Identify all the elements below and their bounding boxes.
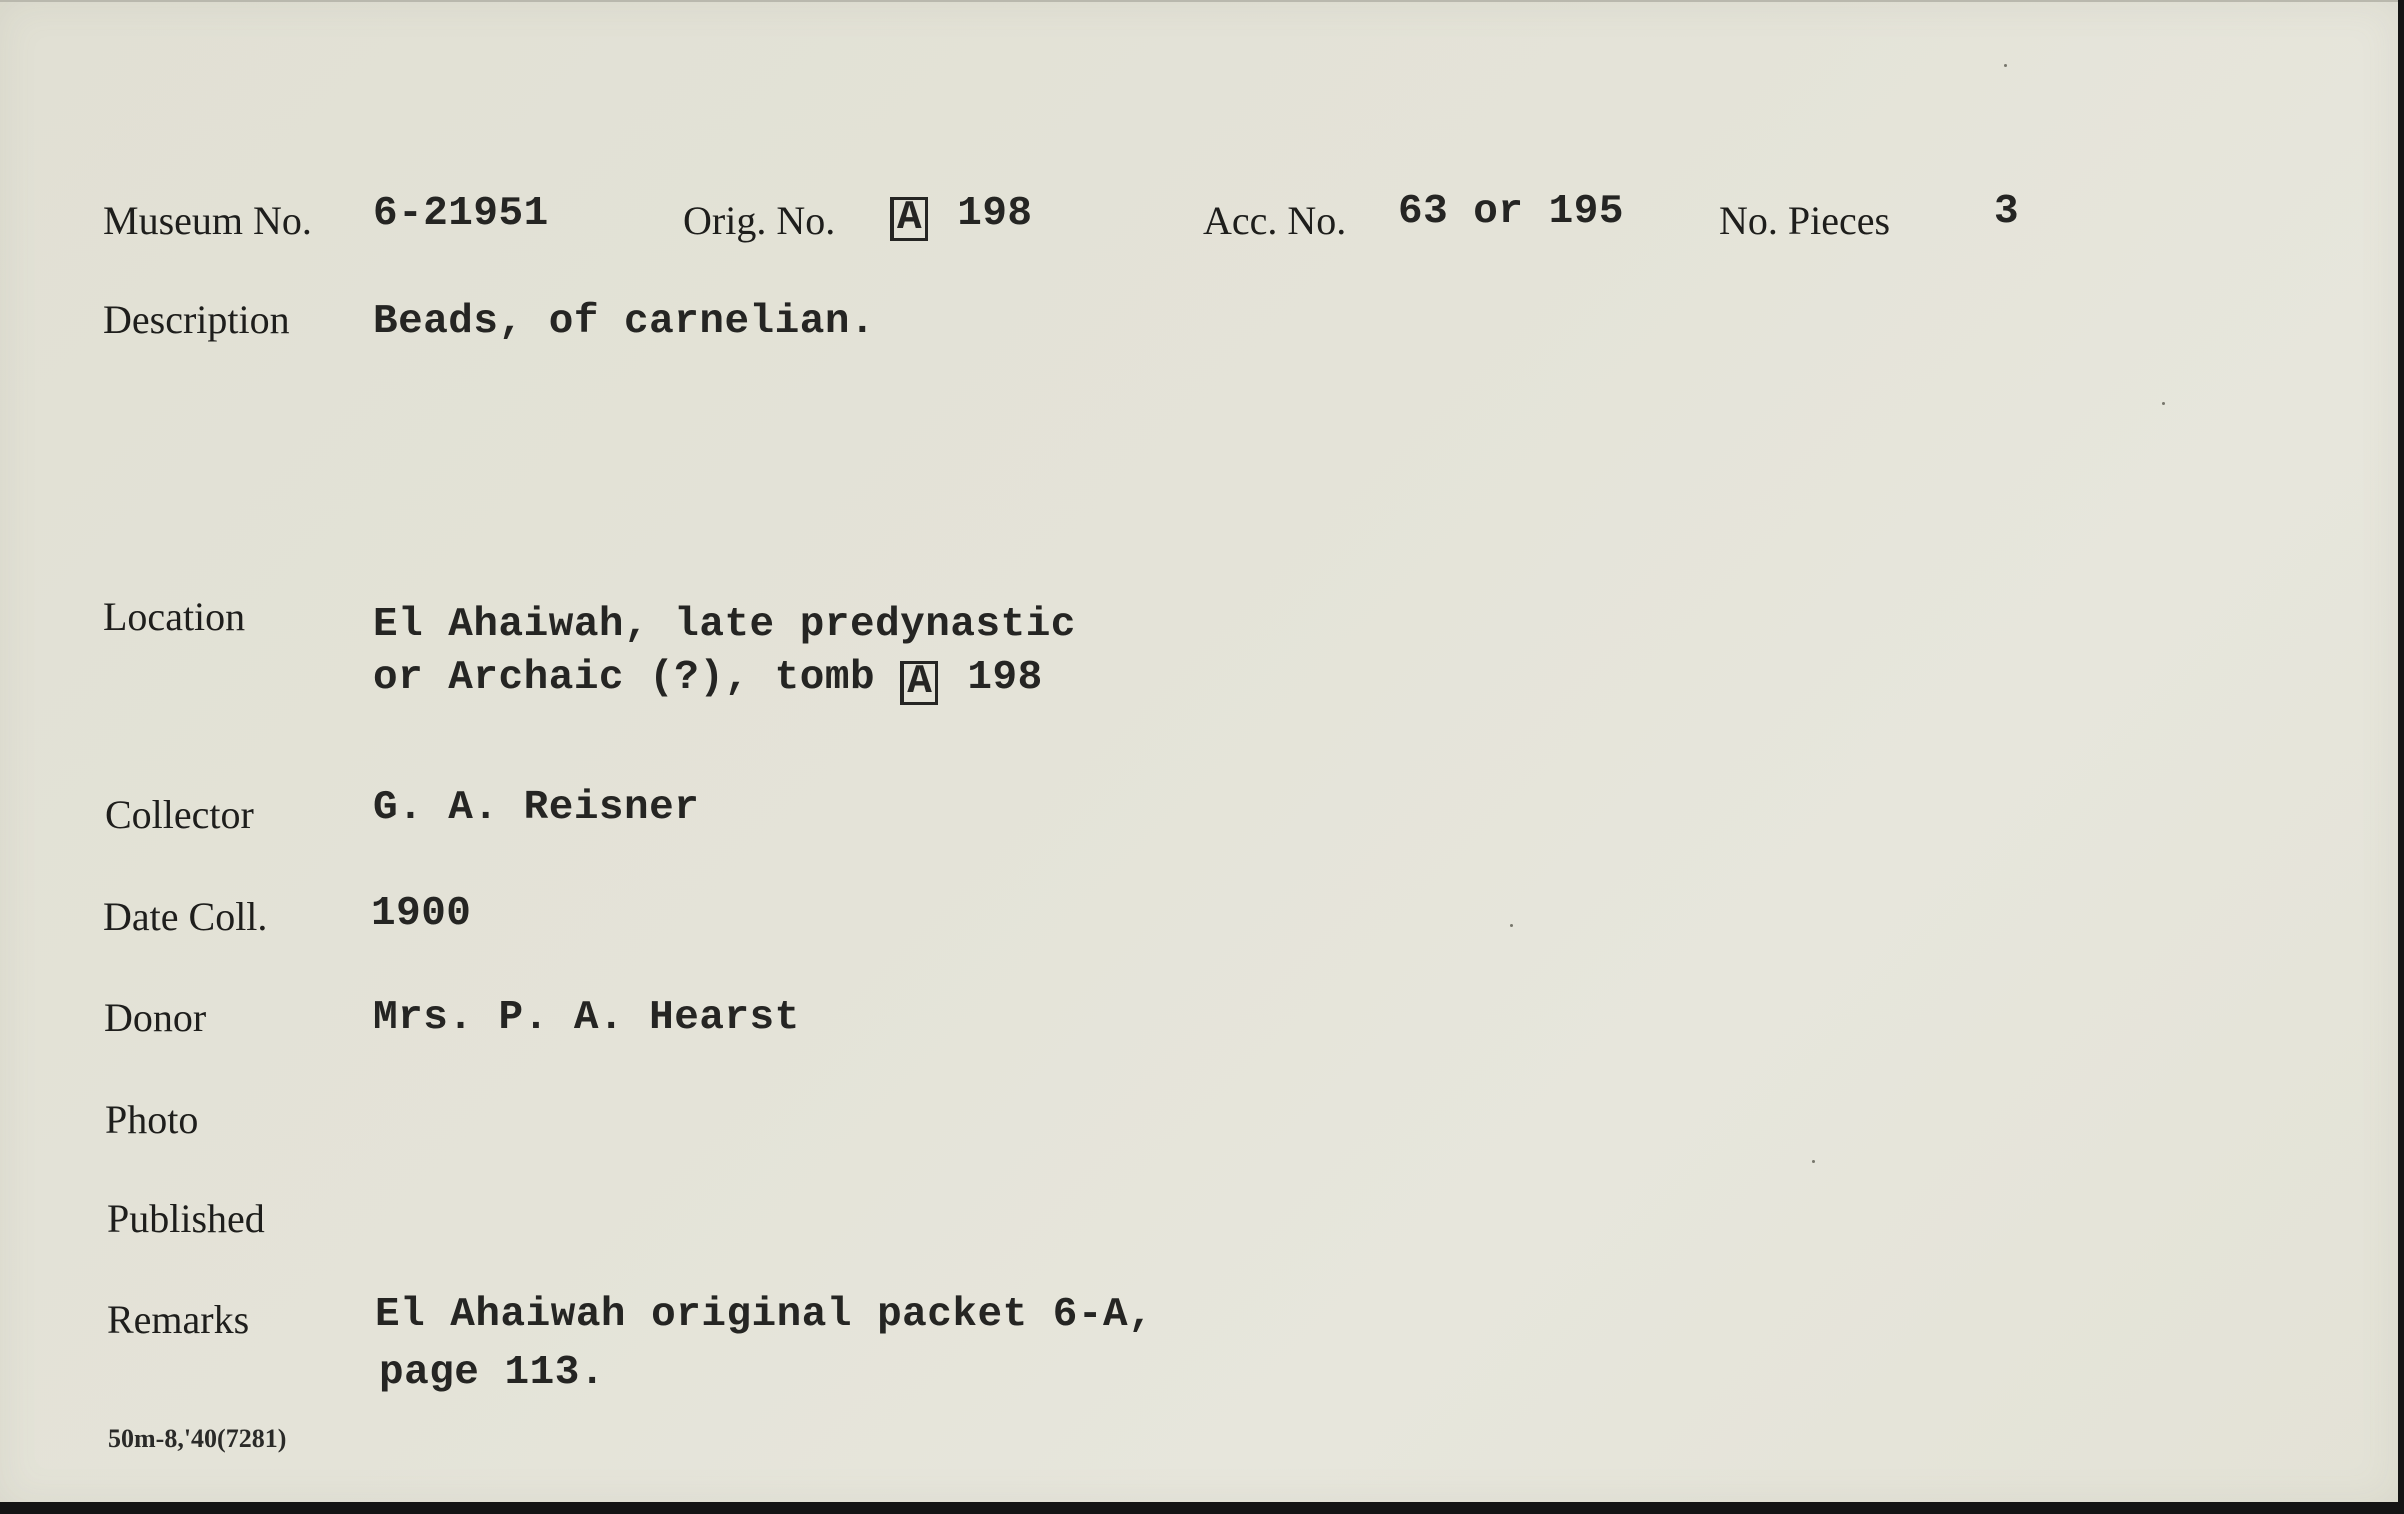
museum-no-label: Museum No. xyxy=(103,198,312,243)
remarks-line-1: El Ahaiwah original packet 6-A, xyxy=(375,1292,1154,1338)
museum-no-value: 6-21951 xyxy=(373,191,549,237)
paper-speck xyxy=(2004,64,2007,67)
paper-speck xyxy=(2162,402,2165,405)
remarks-line-2: page 113. xyxy=(379,1350,605,1396)
acc-no-value: 63 or 195 xyxy=(1398,189,1624,235)
orig-no-number: 198 xyxy=(957,191,1033,237)
orig-no-label: Orig. No. xyxy=(683,198,836,243)
donor-value: Mrs. P. A. Hearst xyxy=(373,995,800,1041)
form-code: 50m-8,'40(7281) xyxy=(108,1424,287,1453)
location-line-2-prefix: or Archaic (?), tomb xyxy=(373,655,876,701)
location-tomb-number: 198 xyxy=(967,655,1043,701)
paper-speck xyxy=(1812,1160,1815,1163)
location-line-1: El Ahaiwah, late predynastic xyxy=(373,602,1076,648)
collector-label: Collector xyxy=(105,792,254,837)
description-label: Description xyxy=(103,297,290,342)
paper-speck xyxy=(1510,924,1513,927)
date-coll-label: Date Coll. xyxy=(103,894,268,939)
location-label: Location xyxy=(103,594,246,639)
photo-label: Photo xyxy=(105,1097,199,1142)
no-pieces-value: 3 xyxy=(1994,189,2020,235)
orig-no-value xyxy=(890,188,1033,241)
collector-value: G. A. Reisner xyxy=(373,785,700,831)
remarks-label: Remarks xyxy=(107,1297,250,1342)
donor-label: Donor xyxy=(104,995,207,1040)
published-label: Published xyxy=(107,1196,265,1241)
location-line-2 xyxy=(373,652,1043,705)
no-pieces-label: No. Pieces xyxy=(1719,198,1891,243)
scan-border-bottom xyxy=(0,1502,2404,1514)
description-value: Beads, of carnelian. xyxy=(373,299,876,345)
date-coll-value: 1900 xyxy=(371,891,472,937)
location-boxed-letter: A xyxy=(900,661,938,705)
scan-border-right xyxy=(2398,0,2404,1514)
orig-no-boxed-letter: A xyxy=(890,197,928,241)
acc-no-label: Acc. No. xyxy=(1203,198,1347,243)
